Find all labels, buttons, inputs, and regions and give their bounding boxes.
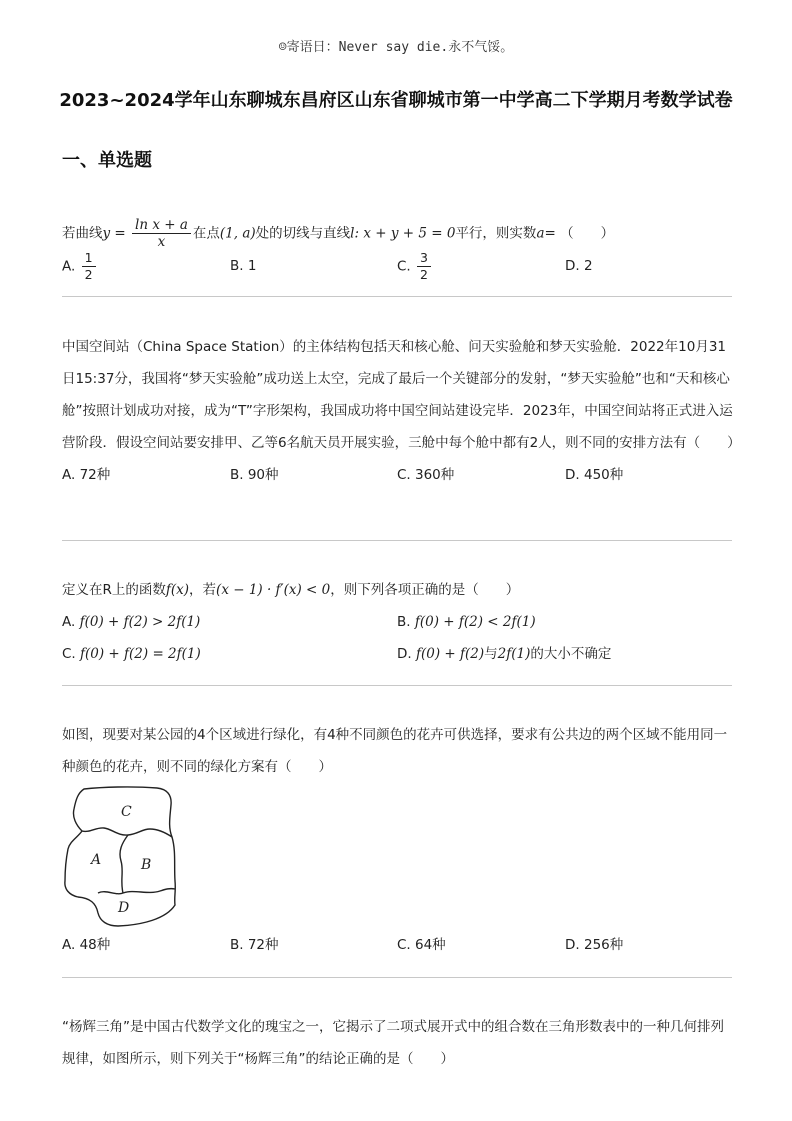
question-3-options-row1 [62, 606, 734, 638]
q1-option-d-text: 2 [583, 258, 593, 274]
q3-option-b-label: B. [397, 614, 411, 630]
q1-text-pre: 若曲线 [62, 225, 103, 242]
q1-text-mid2: 处的切线与直线 [255, 225, 351, 242]
q3-text-mid: ，若 [189, 582, 217, 598]
section-heading: 一、单选题 [62, 150, 152, 171]
map-border-ab [120, 835, 128, 893]
q1-frac-num: ln x + a [132, 217, 191, 234]
q1-option-b-text: 1 [247, 258, 257, 274]
q1-option-c[interactable] [397, 250, 433, 283]
question-2-stem: 中国空间站（China Space Station）的主体结构包括天和核心舱、问天实验舱和梦天实验舱．2022年10月31日15:37分，我国将“梦天实验舱”成功送上太空，完成了最后一个关键部分的发射，“梦天实验舱”也和“天和核心舱”按照计划成功对接，成为“T”字形架构，我国成功将中国空间站建设完毕．2023年，中国空间站将正式进入运营阶段．假设空间站要安排甲、乙等6名航天员开展实验，三舱中每个舱中都有2人，则不同的安排方法有（ ） [62, 339, 741, 451]
q1-option-b[interactable] [230, 250, 256, 282]
q1-option-c-label: C. [397, 258, 411, 275]
q3-option-d-expr: f(0) + f(2) [415, 646, 485, 662]
divider [62, 977, 732, 978]
q1-option-a-fraction [82, 250, 96, 283]
divider [62, 540, 732, 541]
motto-header: ☺寄语日：Never say die.永不气馁。 [278, 40, 514, 55]
q4-option-c[interactable]: C. 64种 [397, 937, 446, 953]
q3-text-post: ，则下列各项正确的是（ ） [330, 582, 520, 598]
question-4-option-block [62, 929, 734, 961]
q3-option-b-expr: f(0) + f(2) < 2f(1) [414, 614, 536, 630]
q1-option-a-num: 1 [82, 250, 96, 267]
q1-option-d-label: D. [565, 258, 580, 274]
q3-option-c-expr: f(0) + f(2) = 2f(1) [80, 646, 201, 662]
region-label-b: B [141, 857, 152, 873]
q1-text-mid: 在点 [192, 225, 220, 242]
park-region-map [62, 785, 187, 930]
q3-option-b[interactable] [397, 606, 536, 638]
q1-option-b-label: B. [230, 258, 244, 274]
exam-title: 2023~2024学年山东聊城东昌府区山东省聊城市第一中学高二下学期月考数学试卷 [59, 90, 733, 111]
q1-text-post: 平行，则实数 [455, 225, 537, 242]
region-label-a: A [91, 852, 102, 868]
question-1-stem [62, 217, 734, 250]
q2-option-c[interactable]: C. 360种 [397, 467, 455, 483]
q3-option-d-mid: 与 [484, 646, 498, 662]
region-label-d: D [118, 900, 130, 916]
question-4 [62, 719, 734, 783]
q3-option-c-label: C. [62, 646, 76, 662]
question-2-options [62, 459, 734, 491]
q4-option-b[interactable]: B. 72种 [230, 937, 279, 953]
question-2 [62, 331, 741, 491]
q3-option-d[interactable] [397, 638, 611, 670]
q3-condition: (x − 1) · f′(x) < 0 [216, 582, 331, 598]
q2-option-a[interactable]: A. 72种 [62, 467, 111, 483]
question-3-stem [62, 574, 734, 606]
question-1 [62, 217, 734, 282]
q1-var: a [536, 225, 545, 242]
q2-option-b[interactable]: B. 90种 [230, 467, 279, 483]
map-border-d [98, 889, 175, 894]
q3-option-a-label: A. [62, 614, 76, 630]
question-1-options [62, 250, 734, 282]
question-4-stem: 如图，现要对某公园的4个区域进行绿化，有4种不同颜色的花卉可供选择，要求有公共边的两个区域不能用同一种颜色的花卉，则不同的绿化方案有（ ） [62, 727, 728, 775]
q1-option-a[interactable] [62, 250, 98, 283]
question-4-options [62, 929, 734, 961]
q1-point: (1, a) [219, 225, 256, 242]
q3-option-a[interactable] [62, 606, 200, 638]
question-3-options-row2 [62, 638, 734, 670]
q1-option-c-fraction [417, 250, 431, 283]
q1-option-c-den: 2 [420, 267, 428, 282]
q3-option-d-label: D. [397, 646, 412, 662]
q3-option-a-expr: f(0) + f(2) > 2f(1) [79, 614, 201, 630]
q4-option-d[interactable]: D. 256种 [565, 937, 624, 953]
q1-option-a-den: 2 [84, 267, 93, 282]
q1-text-tail: = （ ） [544, 225, 615, 242]
divider [62, 296, 732, 297]
q1-fraction [132, 217, 191, 250]
q3-option-c[interactable] [62, 638, 201, 670]
q1-frac-den: x [157, 234, 166, 250]
question-3 [62, 574, 734, 670]
q2-option-d[interactable]: D. 450种 [565, 467, 624, 483]
q1-line-eq: l: x + y + 5 = 0 [350, 225, 456, 242]
q3-option-d-expr2: 2f(1) [497, 646, 531, 662]
divider [62, 685, 732, 686]
q1-option-a-label: A. [62, 258, 76, 275]
question-5 [62, 1011, 734, 1075]
q4-option-a[interactable]: A. 48种 [62, 937, 111, 953]
q1-option-d[interactable] [565, 250, 593, 282]
q1-lhs: y = [102, 225, 126, 242]
q1-option-c-num: 3 [417, 250, 431, 267]
q3-text-pre: 定义在R上的函数 [62, 582, 166, 598]
q3-fx: f(x) [165, 582, 190, 598]
q3-option-d-tail: 的大小不确定 [530, 646, 612, 662]
question-5-stem: “杨辉三角”是中国古代数学文化的瑰宝之一，它揭示了二项式展开式中的组合数在三角形数表中的一种几何排列规律，如图所示，则下列关于“杨辉三角”的结论正确的是（ ） [62, 1019, 724, 1067]
region-label-c: C [121, 804, 132, 820]
